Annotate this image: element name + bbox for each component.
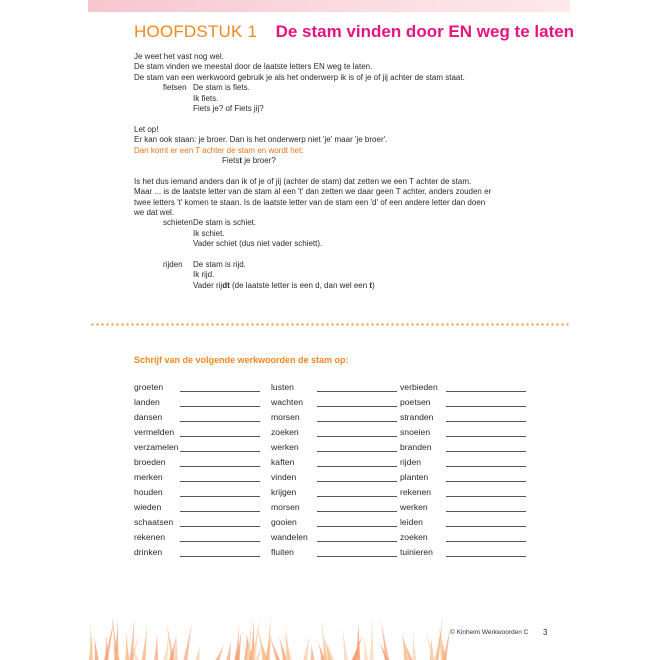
answer-line[interactable] bbox=[317, 472, 397, 482]
explanation-text bbox=[134, 52, 494, 291]
grass-blade bbox=[364, 635, 369, 660]
intro-line: De stam van een werkwoord gebruik je als het onderwerp ik is of je of jij achter de stam staat. bbox=[134, 72, 465, 82]
exercise-row bbox=[400, 397, 526, 412]
chapter-title: De stam vinden door EN weg te laten bbox=[275, 22, 575, 41]
exercise-row bbox=[400, 457, 526, 472]
grass-blade bbox=[286, 625, 290, 660]
answer-line[interactable] bbox=[180, 397, 260, 407]
example-schieten bbox=[134, 218, 494, 249]
chapter-label: HOOFDSTUK 1 bbox=[134, 22, 258, 41]
verb-word: poetsen bbox=[400, 397, 431, 407]
grass-blade bbox=[381, 619, 389, 660]
verb-word: wandelen bbox=[271, 532, 308, 542]
answer-line[interactable] bbox=[180, 427, 260, 437]
exercise-row bbox=[134, 427, 260, 442]
verb-word: verzamelen bbox=[134, 442, 179, 452]
verb-word: branden bbox=[400, 442, 432, 452]
example-line: De stam is fiets. bbox=[193, 83, 250, 93]
answer-line[interactable] bbox=[446, 532, 526, 542]
answer-line[interactable] bbox=[317, 412, 397, 422]
verb-word: kaften bbox=[271, 457, 295, 467]
exercise-row bbox=[400, 547, 526, 562]
answer-line[interactable] bbox=[180, 517, 260, 527]
verb-word: vinden bbox=[271, 472, 297, 482]
grass-blade bbox=[195, 645, 199, 660]
verb-word: rekenen bbox=[400, 487, 432, 497]
letop-line: Er kan ook staan: je broer. Dan is het onderwerp niet 'je' maar 'je broer'. bbox=[134, 135, 388, 145]
verb-word: lusten bbox=[271, 382, 294, 392]
verb-word: fluiten bbox=[271, 547, 294, 557]
exercise-row bbox=[134, 517, 260, 532]
grass-blade bbox=[266, 617, 271, 660]
verb-word: drinken bbox=[134, 547, 163, 557]
exercise-row bbox=[134, 457, 260, 472]
exercise-row bbox=[400, 442, 526, 457]
copyright-text: © Kinheim Werkwoorden C bbox=[450, 629, 529, 636]
example-fietsen bbox=[134, 83, 494, 114]
verb-word: stranden bbox=[400, 412, 434, 422]
exercise-row bbox=[400, 427, 526, 442]
verb-word: broeden bbox=[134, 457, 166, 467]
exercise-row bbox=[271, 517, 397, 532]
example-line: De stam is schiet. bbox=[193, 218, 257, 228]
exercise-row bbox=[400, 472, 526, 487]
grass-blade bbox=[94, 636, 99, 660]
example-line: Ik schiet. bbox=[193, 228, 225, 238]
answer-line[interactable] bbox=[317, 502, 397, 512]
exercise-row bbox=[134, 487, 260, 502]
answer-line[interactable] bbox=[180, 472, 260, 482]
verb-word: groeten bbox=[134, 382, 164, 392]
exercise-row bbox=[134, 442, 260, 457]
answer-line[interactable] bbox=[317, 382, 397, 392]
dotted-divider bbox=[90, 323, 570, 326]
grass-blade bbox=[142, 623, 148, 660]
grass-blade bbox=[425, 630, 435, 660]
grass-blade bbox=[154, 633, 158, 660]
top-decoration-band bbox=[88, 0, 570, 12]
grass-blade bbox=[89, 622, 93, 660]
exercise-column-3 bbox=[400, 382, 526, 562]
verb-word: rijden bbox=[400, 457, 422, 467]
letop-example: Fietst je broer? bbox=[222, 156, 276, 166]
grass-blade bbox=[342, 626, 348, 660]
answer-line[interactable] bbox=[446, 547, 526, 557]
answer-line[interactable] bbox=[180, 382, 260, 392]
answer-line[interactable] bbox=[446, 382, 526, 392]
answer-line[interactable] bbox=[446, 457, 526, 467]
verb-word: planten bbox=[400, 472, 429, 482]
grass-blade bbox=[163, 633, 168, 660]
exercise-row bbox=[400, 532, 526, 547]
grass-blade bbox=[412, 629, 416, 660]
verb-word: dansen bbox=[134, 412, 163, 422]
verb-word: wachten bbox=[271, 397, 304, 407]
answer-line[interactable] bbox=[180, 547, 260, 557]
verb-word: wieden bbox=[134, 502, 162, 512]
intro-line: De stam vinden we meestal door de laatste letters EN weg te laten. bbox=[134, 62, 373, 72]
exercise-row bbox=[271, 472, 397, 487]
rule-line: Maar ... is de laatste letter van de stam al een 't' dan zetten we daar geen T achter, anders zouden er bbox=[134, 187, 492, 197]
grass-blade bbox=[369, 617, 373, 660]
answer-line[interactable] bbox=[446, 427, 526, 437]
answer-line[interactable] bbox=[180, 502, 260, 512]
answer-line[interactable] bbox=[317, 487, 397, 497]
exercise-row bbox=[400, 412, 526, 427]
answer-line[interactable] bbox=[317, 532, 397, 542]
rule-line: Is het dus iemand anders dan ik of je of jij (achter de stam) dat zetten we een T achter de stam. bbox=[134, 176, 472, 186]
answer-line[interactable] bbox=[317, 427, 397, 437]
example-line: Ik fiets. bbox=[193, 93, 219, 103]
exercise-row bbox=[271, 397, 397, 412]
answer-line[interactable] bbox=[446, 397, 526, 407]
grass-blade bbox=[269, 636, 280, 660]
answer-line[interactable] bbox=[446, 472, 526, 482]
exercise-row bbox=[400, 382, 526, 397]
grass-blade bbox=[215, 644, 224, 660]
example-verb: schieten bbox=[163, 218, 193, 228]
verb-word: krijgen bbox=[271, 487, 297, 497]
answer-line[interactable] bbox=[180, 442, 260, 452]
verb-word: schaatsen bbox=[134, 517, 174, 527]
verb-word: rekenen bbox=[134, 532, 166, 542]
verb-word: houden bbox=[134, 487, 163, 497]
chapter-heading bbox=[134, 22, 574, 42]
intro-line: Je weet het vast nog wel. bbox=[134, 52, 224, 61]
verb-word: werken bbox=[271, 442, 299, 452]
verb-word: werken bbox=[400, 502, 428, 512]
exercise-row bbox=[134, 412, 260, 427]
exercise-row bbox=[271, 532, 397, 547]
exercise-instruction: Schrijf van de volgende werkwoorden de stam op: bbox=[134, 355, 349, 365]
verb-word: landen bbox=[134, 397, 160, 407]
verb-word: morsen bbox=[271, 502, 300, 512]
verb-word: merken bbox=[134, 472, 163, 482]
page-number: 3 bbox=[543, 628, 548, 637]
letop-title: Let op! bbox=[134, 124, 159, 134]
exercise-row bbox=[400, 487, 526, 502]
exercise-row bbox=[271, 427, 397, 442]
example-verb: fietsen bbox=[163, 83, 187, 93]
exercise-row bbox=[400, 517, 526, 532]
example-rijden bbox=[134, 260, 494, 291]
answer-line[interactable] bbox=[446, 502, 526, 512]
rule-line: twee letters 't' komen te staan. Is de laatste letter van de stam een 'd' of een andere letter dan doen bbox=[134, 197, 486, 207]
grass-blade bbox=[356, 621, 360, 660]
verb-word: leiden bbox=[400, 517, 423, 527]
example-line: Vader rijdt (de laatste letter is een d, dan wel een t) bbox=[193, 280, 375, 290]
exercise-row bbox=[271, 412, 397, 427]
verb-word: verbieden bbox=[400, 382, 438, 392]
verb-word: tuinieren bbox=[400, 547, 433, 557]
exercise-row bbox=[271, 382, 397, 397]
example-line: Vader schiet (dus niet vader schiett). bbox=[193, 239, 323, 249]
grass-blade bbox=[226, 640, 231, 660]
answer-line[interactable] bbox=[317, 397, 397, 407]
exercise-column-1 bbox=[134, 382, 260, 562]
answer-line[interactable] bbox=[446, 412, 526, 422]
letop-line-highlight: Dan komt er een T achter de stam en wordt het: bbox=[134, 145, 304, 155]
answer-line[interactable] bbox=[180, 532, 260, 542]
answer-line[interactable] bbox=[446, 517, 526, 527]
grass-blade bbox=[303, 633, 310, 660]
verb-word: gooien bbox=[271, 517, 297, 527]
exercise-column-2 bbox=[271, 382, 397, 562]
example-line: Ik rijd. bbox=[193, 270, 215, 280]
answer-line[interactable] bbox=[317, 547, 397, 557]
exercise-row bbox=[400, 502, 526, 517]
verb-word: vermelden bbox=[134, 427, 175, 437]
example-line: De stam is rijd. bbox=[193, 260, 246, 270]
exercise-row bbox=[134, 502, 260, 517]
exercise-row bbox=[271, 457, 397, 472]
answer-line[interactable] bbox=[180, 457, 260, 467]
exercise-row bbox=[271, 442, 397, 457]
exercise-row bbox=[271, 487, 397, 502]
example-line: Fiets je? of Fiets jij? bbox=[193, 104, 264, 114]
rule-line: we dat wel. bbox=[134, 208, 175, 218]
answer-line[interactable] bbox=[446, 442, 526, 452]
exercise-row bbox=[134, 547, 260, 562]
grass-blade bbox=[183, 621, 191, 660]
grass-decoration bbox=[88, 612, 570, 660]
exercise-row bbox=[134, 472, 260, 487]
verb-word: zoeken bbox=[271, 427, 299, 437]
exercise-row bbox=[271, 547, 397, 562]
answer-line[interactable] bbox=[317, 457, 397, 467]
verb-word: snoeien bbox=[400, 427, 431, 437]
answer-line[interactable] bbox=[317, 442, 397, 452]
exercise-row bbox=[134, 382, 260, 397]
exercise-row bbox=[271, 502, 397, 517]
exercise-row bbox=[134, 532, 260, 547]
answer-line[interactable] bbox=[317, 517, 397, 527]
example-verb: rijden bbox=[163, 260, 183, 270]
exercise-row bbox=[134, 397, 260, 412]
grass-blade bbox=[311, 643, 315, 660]
verb-word: zoeken bbox=[400, 532, 428, 542]
grass-blade bbox=[125, 631, 129, 660]
answer-line[interactable] bbox=[180, 412, 260, 422]
verb-word: morsen bbox=[271, 412, 300, 422]
answer-line[interactable] bbox=[446, 487, 526, 497]
answer-line[interactable] bbox=[180, 487, 260, 497]
